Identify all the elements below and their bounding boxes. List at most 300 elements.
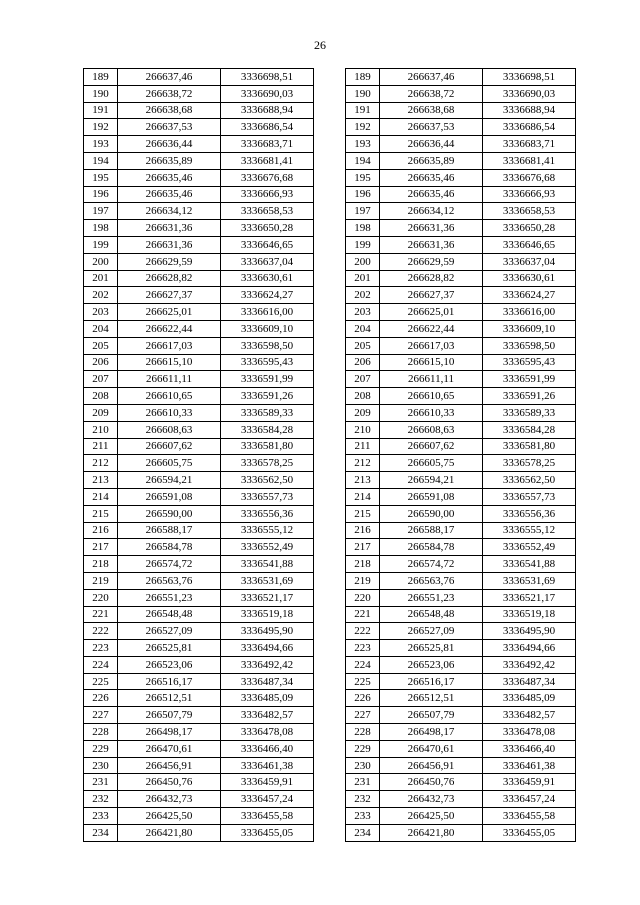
table-row xyxy=(346,774,576,791)
table-row xyxy=(84,808,314,825)
point-number-cell: 222 xyxy=(84,623,118,640)
table-row xyxy=(346,472,576,489)
x-coordinate-cell: 266608,63 xyxy=(380,421,483,438)
table-row xyxy=(346,220,576,237)
point-number-cell: 219 xyxy=(346,572,380,589)
x-coordinate-cell: 266629,59 xyxy=(118,253,221,270)
table-row xyxy=(84,236,314,253)
table-row xyxy=(84,556,314,573)
y-coordinate-cell: 3336562,50 xyxy=(221,472,314,489)
point-number-cell: 225 xyxy=(346,673,380,690)
table-row xyxy=(84,337,314,354)
y-coordinate-cell: 3336676,68 xyxy=(221,169,314,186)
y-coordinate-cell: 3336531,69 xyxy=(483,572,576,589)
point-number-cell: 200 xyxy=(84,253,118,270)
x-coordinate-cell: 266607,62 xyxy=(118,438,221,455)
y-coordinate-cell: 3336595,43 xyxy=(221,354,314,371)
coordinates-table-left xyxy=(83,68,314,842)
table-row xyxy=(84,572,314,589)
point-number-cell: 190 xyxy=(346,85,380,102)
table-row xyxy=(346,337,576,354)
y-coordinate-cell: 3336492,42 xyxy=(221,656,314,673)
table-row xyxy=(84,757,314,774)
table-row xyxy=(346,136,576,153)
y-coordinate-cell: 3336485,09 xyxy=(483,690,576,707)
y-coordinate-cell: 3336681,41 xyxy=(221,152,314,169)
point-number-cell: 194 xyxy=(346,152,380,169)
point-number-cell: 214 xyxy=(84,488,118,505)
table-row xyxy=(346,791,576,808)
x-coordinate-cell: 266527,09 xyxy=(118,623,221,640)
point-number-cell: 226 xyxy=(84,690,118,707)
y-coordinate-cell: 3336637,04 xyxy=(483,253,576,270)
point-number-cell: 195 xyxy=(346,169,380,186)
x-coordinate-cell: 266470,61 xyxy=(380,740,483,757)
x-coordinate-cell: 266638,72 xyxy=(118,85,221,102)
table-row xyxy=(346,404,576,421)
y-coordinate-cell: 3336598,50 xyxy=(483,337,576,354)
table-body-right xyxy=(346,69,576,842)
point-number-cell: 229 xyxy=(84,740,118,757)
point-number-cell: 192 xyxy=(84,119,118,136)
point-number-cell: 210 xyxy=(346,421,380,438)
table-row xyxy=(84,640,314,657)
point-number-cell: 223 xyxy=(346,640,380,657)
y-coordinate-cell: 3336650,28 xyxy=(483,220,576,237)
table-row xyxy=(84,522,314,539)
y-coordinate-cell: 3336478,08 xyxy=(483,724,576,741)
table-row xyxy=(346,69,576,86)
point-number-cell: 208 xyxy=(346,388,380,405)
point-number-cell: 204 xyxy=(84,320,118,337)
point-number-cell: 231 xyxy=(346,774,380,791)
table-row xyxy=(346,808,576,825)
x-coordinate-cell: 266638,72 xyxy=(380,85,483,102)
table-row xyxy=(84,455,314,472)
x-coordinate-cell: 266638,68 xyxy=(380,102,483,119)
x-coordinate-cell: 266548,48 xyxy=(118,606,221,623)
point-number-cell: 207 xyxy=(84,371,118,388)
x-coordinate-cell: 266512,51 xyxy=(380,690,483,707)
point-number-cell: 191 xyxy=(84,102,118,119)
x-coordinate-cell: 266421,80 xyxy=(380,824,483,841)
table-row xyxy=(346,203,576,220)
y-coordinate-cell: 3336478,08 xyxy=(221,724,314,741)
x-coordinate-cell: 266610,65 xyxy=(118,388,221,405)
point-number-cell: 217 xyxy=(84,539,118,556)
point-number-cell: 190 xyxy=(84,85,118,102)
x-coordinate-cell: 266574,72 xyxy=(118,556,221,573)
table-row xyxy=(84,707,314,724)
table-row xyxy=(346,539,576,556)
table-row xyxy=(346,455,576,472)
y-coordinate-cell: 3336578,25 xyxy=(483,455,576,472)
x-coordinate-cell: 266607,62 xyxy=(380,438,483,455)
x-coordinate-cell: 266610,33 xyxy=(118,404,221,421)
table-row xyxy=(84,673,314,690)
x-coordinate-cell: 266617,03 xyxy=(380,337,483,354)
table-row xyxy=(84,421,314,438)
y-coordinate-cell: 3336485,09 xyxy=(221,690,314,707)
table-row xyxy=(84,740,314,757)
table-row xyxy=(84,606,314,623)
table-row xyxy=(84,690,314,707)
x-coordinate-cell: 266523,06 xyxy=(380,656,483,673)
x-coordinate-cell: 266615,10 xyxy=(118,354,221,371)
table-row xyxy=(346,304,576,321)
table-row xyxy=(84,724,314,741)
x-coordinate-cell: 266637,46 xyxy=(118,69,221,86)
x-coordinate-cell: 266635,46 xyxy=(380,169,483,186)
point-number-cell: 210 xyxy=(84,421,118,438)
point-number-cell: 191 xyxy=(346,102,380,119)
y-coordinate-cell: 3336457,24 xyxy=(221,791,314,808)
x-coordinate-cell: 266591,08 xyxy=(380,488,483,505)
table-row xyxy=(84,119,314,136)
x-coordinate-cell: 266631,36 xyxy=(118,236,221,253)
y-coordinate-cell: 3336557,73 xyxy=(221,488,314,505)
x-coordinate-cell: 266628,82 xyxy=(118,270,221,287)
y-coordinate-cell: 3336519,18 xyxy=(221,606,314,623)
x-coordinate-cell: 266635,46 xyxy=(118,169,221,186)
y-coordinate-cell: 3336459,91 xyxy=(483,774,576,791)
point-number-cell: 222 xyxy=(346,623,380,640)
table-row xyxy=(346,757,576,774)
table-row xyxy=(346,606,576,623)
x-coordinate-cell: 266625,01 xyxy=(380,304,483,321)
x-coordinate-cell: 266450,76 xyxy=(380,774,483,791)
table-row xyxy=(84,488,314,505)
y-coordinate-cell: 3336681,41 xyxy=(483,152,576,169)
x-coordinate-cell: 266594,21 xyxy=(380,472,483,489)
y-coordinate-cell: 3336494,66 xyxy=(483,640,576,657)
y-coordinate-cell: 3336646,65 xyxy=(483,236,576,253)
point-number-cell: 205 xyxy=(84,337,118,354)
point-number-cell: 220 xyxy=(84,589,118,606)
x-coordinate-cell: 266637,46 xyxy=(380,69,483,86)
point-number-cell: 202 xyxy=(84,287,118,304)
point-number-cell: 215 xyxy=(346,505,380,522)
x-coordinate-cell: 266470,61 xyxy=(118,740,221,757)
x-coordinate-cell: 266605,75 xyxy=(118,455,221,472)
point-number-cell: 230 xyxy=(84,757,118,774)
point-number-cell: 223 xyxy=(84,640,118,657)
point-number-cell: 231 xyxy=(84,774,118,791)
table-row xyxy=(346,556,576,573)
table-row xyxy=(346,119,576,136)
point-number-cell: 199 xyxy=(84,236,118,253)
point-number-cell: 233 xyxy=(346,808,380,825)
table-row xyxy=(84,791,314,808)
x-coordinate-cell: 266594,21 xyxy=(118,472,221,489)
y-coordinate-cell: 3336591,99 xyxy=(483,371,576,388)
point-number-cell: 215 xyxy=(84,505,118,522)
y-coordinate-cell: 3336562,50 xyxy=(483,472,576,489)
y-coordinate-cell: 3336581,80 xyxy=(221,438,314,455)
y-coordinate-cell: 3336521,17 xyxy=(483,589,576,606)
point-number-cell: 214 xyxy=(346,488,380,505)
y-coordinate-cell: 3336595,43 xyxy=(483,354,576,371)
x-coordinate-cell: 266591,08 xyxy=(118,488,221,505)
point-number-cell: 211 xyxy=(84,438,118,455)
y-coordinate-cell: 3336690,03 xyxy=(483,85,576,102)
table-body-left xyxy=(84,69,314,842)
point-number-cell: 224 xyxy=(346,656,380,673)
y-coordinate-cell: 3336591,99 xyxy=(221,371,314,388)
x-coordinate-cell: 266636,44 xyxy=(380,136,483,153)
table-row xyxy=(84,220,314,237)
y-coordinate-cell: 3336457,24 xyxy=(483,791,576,808)
y-coordinate-cell: 3336461,38 xyxy=(483,757,576,774)
y-coordinate-cell: 3336616,00 xyxy=(221,304,314,321)
table-row xyxy=(346,102,576,119)
table-row xyxy=(346,640,576,657)
x-coordinate-cell: 266634,12 xyxy=(118,203,221,220)
point-number-cell: 232 xyxy=(346,791,380,808)
y-coordinate-cell: 3336459,91 xyxy=(221,774,314,791)
x-coordinate-cell: 266512,51 xyxy=(118,690,221,707)
point-number-cell: 228 xyxy=(84,724,118,741)
table-row xyxy=(346,169,576,186)
y-coordinate-cell: 3336487,34 xyxy=(483,673,576,690)
point-number-cell: 196 xyxy=(346,186,380,203)
table-row xyxy=(84,69,314,86)
point-number-cell: 206 xyxy=(346,354,380,371)
table-row xyxy=(84,656,314,673)
x-coordinate-cell: 266608,63 xyxy=(118,421,221,438)
x-coordinate-cell: 266432,73 xyxy=(118,791,221,808)
y-coordinate-cell: 3336555,12 xyxy=(221,522,314,539)
point-number-cell: 192 xyxy=(346,119,380,136)
table-row xyxy=(84,270,314,287)
point-number-cell: 203 xyxy=(84,304,118,321)
y-coordinate-cell: 3336658,53 xyxy=(483,203,576,220)
x-coordinate-cell: 266563,76 xyxy=(118,572,221,589)
x-coordinate-cell: 266498,17 xyxy=(380,724,483,741)
x-coordinate-cell: 266574,72 xyxy=(380,556,483,573)
x-coordinate-cell: 266525,81 xyxy=(118,640,221,657)
y-coordinate-cell: 3336521,17 xyxy=(221,589,314,606)
point-number-cell: 207 xyxy=(346,371,380,388)
table-row xyxy=(84,589,314,606)
point-number-cell: 211 xyxy=(346,438,380,455)
table-row xyxy=(84,186,314,203)
y-coordinate-cell: 3336591,26 xyxy=(483,388,576,405)
x-coordinate-cell: 266629,59 xyxy=(380,253,483,270)
point-number-cell: 204 xyxy=(346,320,380,337)
table-row xyxy=(84,169,314,186)
y-coordinate-cell: 3336584,28 xyxy=(221,421,314,438)
y-coordinate-cell: 3336541,88 xyxy=(483,556,576,573)
table-row xyxy=(346,488,576,505)
page-number: 26 xyxy=(314,38,326,52)
x-coordinate-cell: 266631,36 xyxy=(380,220,483,237)
point-number-cell: 213 xyxy=(346,472,380,489)
y-coordinate-cell: 3336666,93 xyxy=(483,186,576,203)
point-number-cell: 228 xyxy=(346,724,380,741)
y-coordinate-cell: 3336584,28 xyxy=(483,421,576,438)
point-number-cell: 203 xyxy=(346,304,380,321)
table-row xyxy=(346,824,576,841)
point-number-cell: 233 xyxy=(84,808,118,825)
x-coordinate-cell: 266637,53 xyxy=(118,119,221,136)
y-coordinate-cell: 3336646,65 xyxy=(221,236,314,253)
x-coordinate-cell: 266631,36 xyxy=(380,236,483,253)
table-row xyxy=(84,623,314,640)
x-coordinate-cell: 266611,11 xyxy=(380,371,483,388)
x-coordinate-cell: 266588,17 xyxy=(118,522,221,539)
table-row xyxy=(346,656,576,673)
x-coordinate-cell: 266635,46 xyxy=(118,186,221,203)
point-number-cell: 193 xyxy=(346,136,380,153)
x-coordinate-cell: 266527,09 xyxy=(380,623,483,640)
table-row xyxy=(346,186,576,203)
table-row xyxy=(346,85,576,102)
y-coordinate-cell: 3336658,53 xyxy=(221,203,314,220)
point-number-cell: 198 xyxy=(84,220,118,237)
point-number-cell: 218 xyxy=(346,556,380,573)
point-number-cell: 225 xyxy=(84,673,118,690)
point-number-cell: 205 xyxy=(346,337,380,354)
x-coordinate-cell: 266456,91 xyxy=(118,757,221,774)
y-coordinate-cell: 3336556,36 xyxy=(221,505,314,522)
point-number-cell: 201 xyxy=(346,270,380,287)
x-coordinate-cell: 266622,44 xyxy=(380,320,483,337)
point-number-cell: 200 xyxy=(346,253,380,270)
y-coordinate-cell: 3336455,58 xyxy=(483,808,576,825)
point-number-cell: 221 xyxy=(84,606,118,623)
table-row xyxy=(346,724,576,741)
table-row xyxy=(84,371,314,388)
point-number-cell: 219 xyxy=(84,572,118,589)
table-row xyxy=(84,287,314,304)
y-coordinate-cell: 3336455,05 xyxy=(483,824,576,841)
y-coordinate-cell: 3336581,80 xyxy=(483,438,576,455)
x-coordinate-cell: 266631,36 xyxy=(118,220,221,237)
x-coordinate-cell: 266551,23 xyxy=(380,589,483,606)
y-coordinate-cell: 3336541,88 xyxy=(221,556,314,573)
table-row xyxy=(346,287,576,304)
y-coordinate-cell: 3336683,71 xyxy=(483,136,576,153)
y-coordinate-cell: 3336650,28 xyxy=(221,220,314,237)
y-coordinate-cell: 3336666,93 xyxy=(221,186,314,203)
x-coordinate-cell: 266548,48 xyxy=(380,606,483,623)
y-coordinate-cell: 3336698,51 xyxy=(221,69,314,86)
point-number-cell: 196 xyxy=(84,186,118,203)
table-row xyxy=(84,388,314,405)
point-number-cell: 189 xyxy=(84,69,118,86)
table-row xyxy=(346,388,576,405)
x-coordinate-cell: 266456,91 xyxy=(380,757,483,774)
coordinates-table-right xyxy=(345,68,576,842)
y-coordinate-cell: 3336455,58 xyxy=(221,808,314,825)
point-number-cell: 201 xyxy=(84,270,118,287)
y-coordinate-cell: 3336578,25 xyxy=(221,455,314,472)
table-row xyxy=(84,404,314,421)
y-coordinate-cell: 3336589,33 xyxy=(483,404,576,421)
point-number-cell: 230 xyxy=(346,757,380,774)
table-row xyxy=(346,354,576,371)
x-coordinate-cell: 266634,12 xyxy=(380,203,483,220)
table-row xyxy=(346,690,576,707)
table-row xyxy=(346,421,576,438)
point-number-cell: 195 xyxy=(84,169,118,186)
x-coordinate-cell: 266425,50 xyxy=(118,808,221,825)
x-coordinate-cell: 266523,06 xyxy=(118,656,221,673)
point-number-cell: 232 xyxy=(84,791,118,808)
table-row xyxy=(346,589,576,606)
y-coordinate-cell: 3336591,26 xyxy=(221,388,314,405)
y-coordinate-cell: 3336495,90 xyxy=(221,623,314,640)
point-number-cell: 209 xyxy=(84,404,118,421)
table-row xyxy=(84,304,314,321)
point-number-cell: 216 xyxy=(84,522,118,539)
x-coordinate-cell: 266617,03 xyxy=(118,337,221,354)
y-coordinate-cell: 3336557,73 xyxy=(483,488,576,505)
table-row xyxy=(84,253,314,270)
y-coordinate-cell: 3336556,36 xyxy=(483,505,576,522)
x-coordinate-cell: 266636,44 xyxy=(118,136,221,153)
x-coordinate-cell: 266584,78 xyxy=(118,539,221,556)
y-coordinate-cell: 3336461,38 xyxy=(221,757,314,774)
point-number-cell: 216 xyxy=(346,522,380,539)
y-coordinate-cell: 3336616,00 xyxy=(483,304,576,321)
point-number-cell: 227 xyxy=(346,707,380,724)
table-row xyxy=(346,707,576,724)
y-coordinate-cell: 3336552,49 xyxy=(483,539,576,556)
y-coordinate-cell: 3336455,05 xyxy=(221,824,314,841)
point-number-cell: 213 xyxy=(84,472,118,489)
x-coordinate-cell: 266588,17 xyxy=(380,522,483,539)
point-number-cell: 234 xyxy=(346,824,380,841)
point-number-cell: 189 xyxy=(346,69,380,86)
x-coordinate-cell: 266625,01 xyxy=(118,304,221,321)
table-row xyxy=(346,522,576,539)
x-coordinate-cell: 266638,68 xyxy=(118,102,221,119)
table-row xyxy=(84,354,314,371)
y-coordinate-cell: 3336676,68 xyxy=(483,169,576,186)
point-number-cell: 217 xyxy=(346,539,380,556)
table-row xyxy=(346,572,576,589)
x-coordinate-cell: 266610,65 xyxy=(380,388,483,405)
table-row xyxy=(346,623,576,640)
x-coordinate-cell: 266563,76 xyxy=(380,572,483,589)
table-row xyxy=(84,136,314,153)
x-coordinate-cell: 266525,81 xyxy=(380,640,483,657)
point-number-cell: 227 xyxy=(84,707,118,724)
y-coordinate-cell: 3336624,27 xyxy=(221,287,314,304)
table-row xyxy=(84,438,314,455)
point-number-cell: 212 xyxy=(346,455,380,472)
table-row xyxy=(346,253,576,270)
point-number-cell: 199 xyxy=(346,236,380,253)
table-row xyxy=(346,505,576,522)
x-coordinate-cell: 266450,76 xyxy=(118,774,221,791)
point-number-cell: 208 xyxy=(84,388,118,405)
table-row xyxy=(84,505,314,522)
y-coordinate-cell: 3336494,66 xyxy=(221,640,314,657)
x-coordinate-cell: 266627,37 xyxy=(118,287,221,304)
y-coordinate-cell: 3336686,54 xyxy=(483,119,576,136)
y-coordinate-cell: 3336482,57 xyxy=(221,707,314,724)
table-row xyxy=(84,774,314,791)
point-number-cell: 197 xyxy=(84,203,118,220)
y-coordinate-cell: 3336466,40 xyxy=(221,740,314,757)
table-row xyxy=(84,320,314,337)
table-row xyxy=(84,102,314,119)
y-coordinate-cell: 3336688,94 xyxy=(221,102,314,119)
table-row xyxy=(346,673,576,690)
